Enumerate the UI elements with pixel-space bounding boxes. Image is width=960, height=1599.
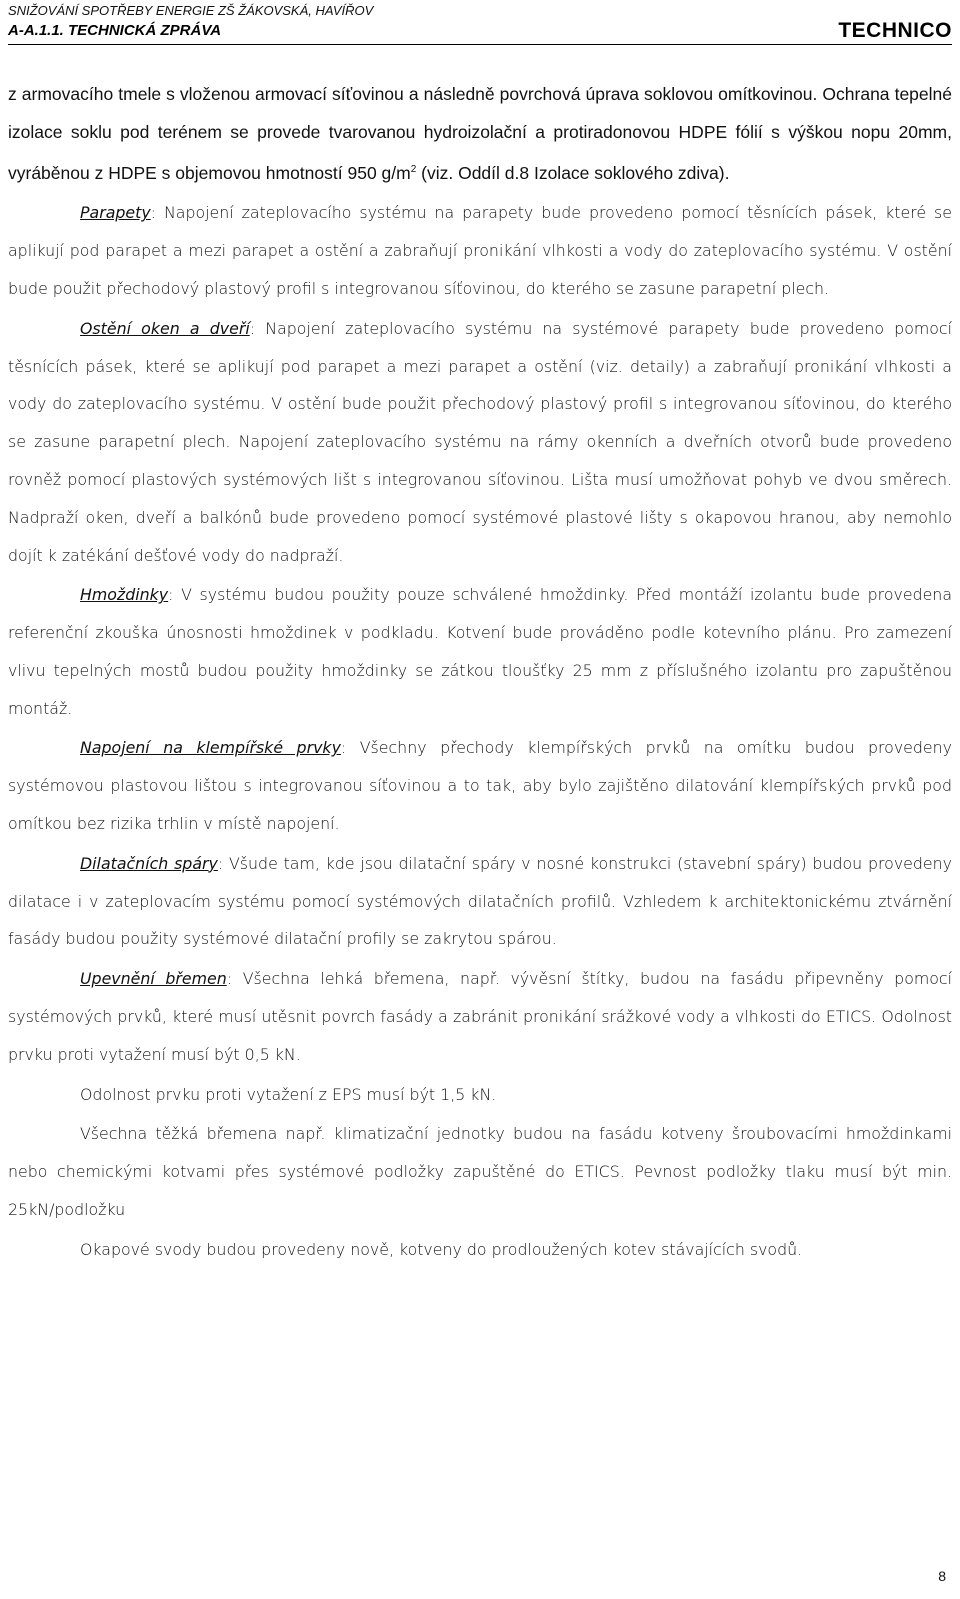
paragraph-brema [8, 960, 952, 1073]
paragraph-text: : Všude tam, kde jsou dilatační spáry v nosné konstrukci (stavební spáry) budou provedeny dilatace i v zateplovacím systému pomocí systémových dilatačních profilů. Vzhledem k architektonickému ztvárnění fasády budou použity systémové dilatační profily se zakrytou spárou. [8, 853, 952, 949]
company-logo: TECHNICO [838, 19, 952, 42]
intro-paragraph [8, 76, 952, 192]
intro-text-b: (viz. Oddíl d.8 Izolace soklového zdiva). [416, 162, 730, 183]
paragraph-text: : Všechna lehká břemena, např. vývěsní štítky, budou na fasádu připevněny pomocí systémových prvků, které musí utěsnit povrch fasády a zabránit pronikání srážkové vody a vlhkosti do ETICS. Odolnost prvku proti vytažení musí být 0,5 kN. [8, 969, 952, 1064]
intro-superscript: 2 [410, 164, 417, 175]
document-title: A-A.1.1. TECHNICKÁ ZPRÁVA [8, 22, 222, 39]
paragraph-text: : V systému budou použity pouze schválené hmoždinky. Před montáží izolantu bude provedena referenční zkouška únosnosti hmoždinek v podkladu. Kotvení bude prováděno podle kotevního plánu. Pro zamezení vlivu tepelných mostů budou použity hmoždinky se zátkou tloušťky 25 mm z příslušného izolantu pro zapuštěnou montáž. [8, 585, 952, 718]
paragraph-hmozdinky [8, 576, 952, 727]
paragraph-text: Všechna těžká břemena např. klimatizační jednotky budou na fasádu kotveny šroubovacími hmoždinkami nebo chemickými kotvami přes systémové podložky zapuštěné do ETICS. Pevnost podložky tlaku musí být min. 25kN/podložku [8, 1124, 952, 1220]
document-body [8, 76, 952, 1269]
paragraph-svody [8, 1231, 952, 1269]
paragraph-text: Okapové svody budou provedeny nově, kotveny do prodloužených kotev stávajících svodů. [80, 1239, 803, 1259]
paragraph-lead: Upevnění břemen [80, 969, 227, 989]
page-number: 8 [938, 1568, 946, 1584]
page-header [8, 0, 952, 45]
paragraph-dilatace [8, 845, 952, 958]
paragraph-lead: Parapety [80, 203, 151, 223]
paragraph-text: : Všechny přechody klempířských prvků na omítku budou provedeny systémovou plastovou lištou s integrovanou síťovinou a to tak, aby bylo zajištěno dilatování klempířských prvků pod omítkou bez rizika trhlin v místě napojení. [8, 738, 952, 834]
paragraph-eps [8, 1076, 952, 1114]
paragraph-osteni [8, 310, 952, 575]
project-title: SNIŽOVÁNÍ SPOTŘEBY ENERGIE ZŠ ŽÁKOVSKÁ, HAVÍŘOV [8, 3, 374, 18]
intro-text-a: z armovacího tmele s vloženou armovací síťovinou a následně povrchová úprava soklovou omítkovinou. Ochrana tepelné izolace soklu pod terénem se provede tvarovanou hydroizolační a protiradonovou HDPE fólií s výškou nopu 20mm, vyráběnou z HDPE s objemovou hmotností 950 g/m [8, 84, 952, 183]
paragraph-text: : Napojení zateplovacího systému na parapety bude provedeno pomocí těsnících pásek, které se aplikují pod parapet a mezi parapet a ostění a zabraňují pronikání vlhkosti a vody do zateplovacího systému. V ostění bude použit přechodový plastový profil s integrovanou síťovinou, do kterého se zasune parapetní plech. [8, 203, 952, 298]
paragraph-text: Odolnost prvku proti vytažení z EPS musí být 1,5 kN. [80, 1084, 497, 1104]
paragraph-parapety [8, 194, 952, 307]
paragraph-lead: Napojení na klempířské prvky [80, 738, 341, 758]
paragraph-klempirske [8, 729, 952, 842]
paragraph-lead: Hmoždinky [80, 585, 169, 605]
paragraph-lead: Dilatačních spáry [80, 853, 218, 873]
paragraph-lead: Ostění oken a dveří [80, 318, 250, 338]
paragraph-tezka-brema [8, 1115, 952, 1228]
paragraph-text: : Napojení zateplovacího systému na systémové parapety bude provedeno pomocí těsnících pásek, které se aplikují pod parapet a mezi parapet a ostění (viz. detaily) a zabraňují pronikání vlhkosti a vody do zateplovacího systému. V ostění bude použit přechodový plastový profil s integrovanou síťovinou, do kterého se zasune parapetní plech. Napojení zateplovacího systému na rámy okenních a dveřních otvorů bude provedeno rovněž pomocí plastových systémových lišt s integrovanou síťovinou. Lišta musí umožňovat pohyb ve dvou směrech. Nadpraží oken, dveří a balkónů bude provedeno pomocí systémové plastové lišty s okapovou hranou, aby nemohlo dojít k zatékání dešťové vody do nadpraží. [8, 318, 953, 565]
